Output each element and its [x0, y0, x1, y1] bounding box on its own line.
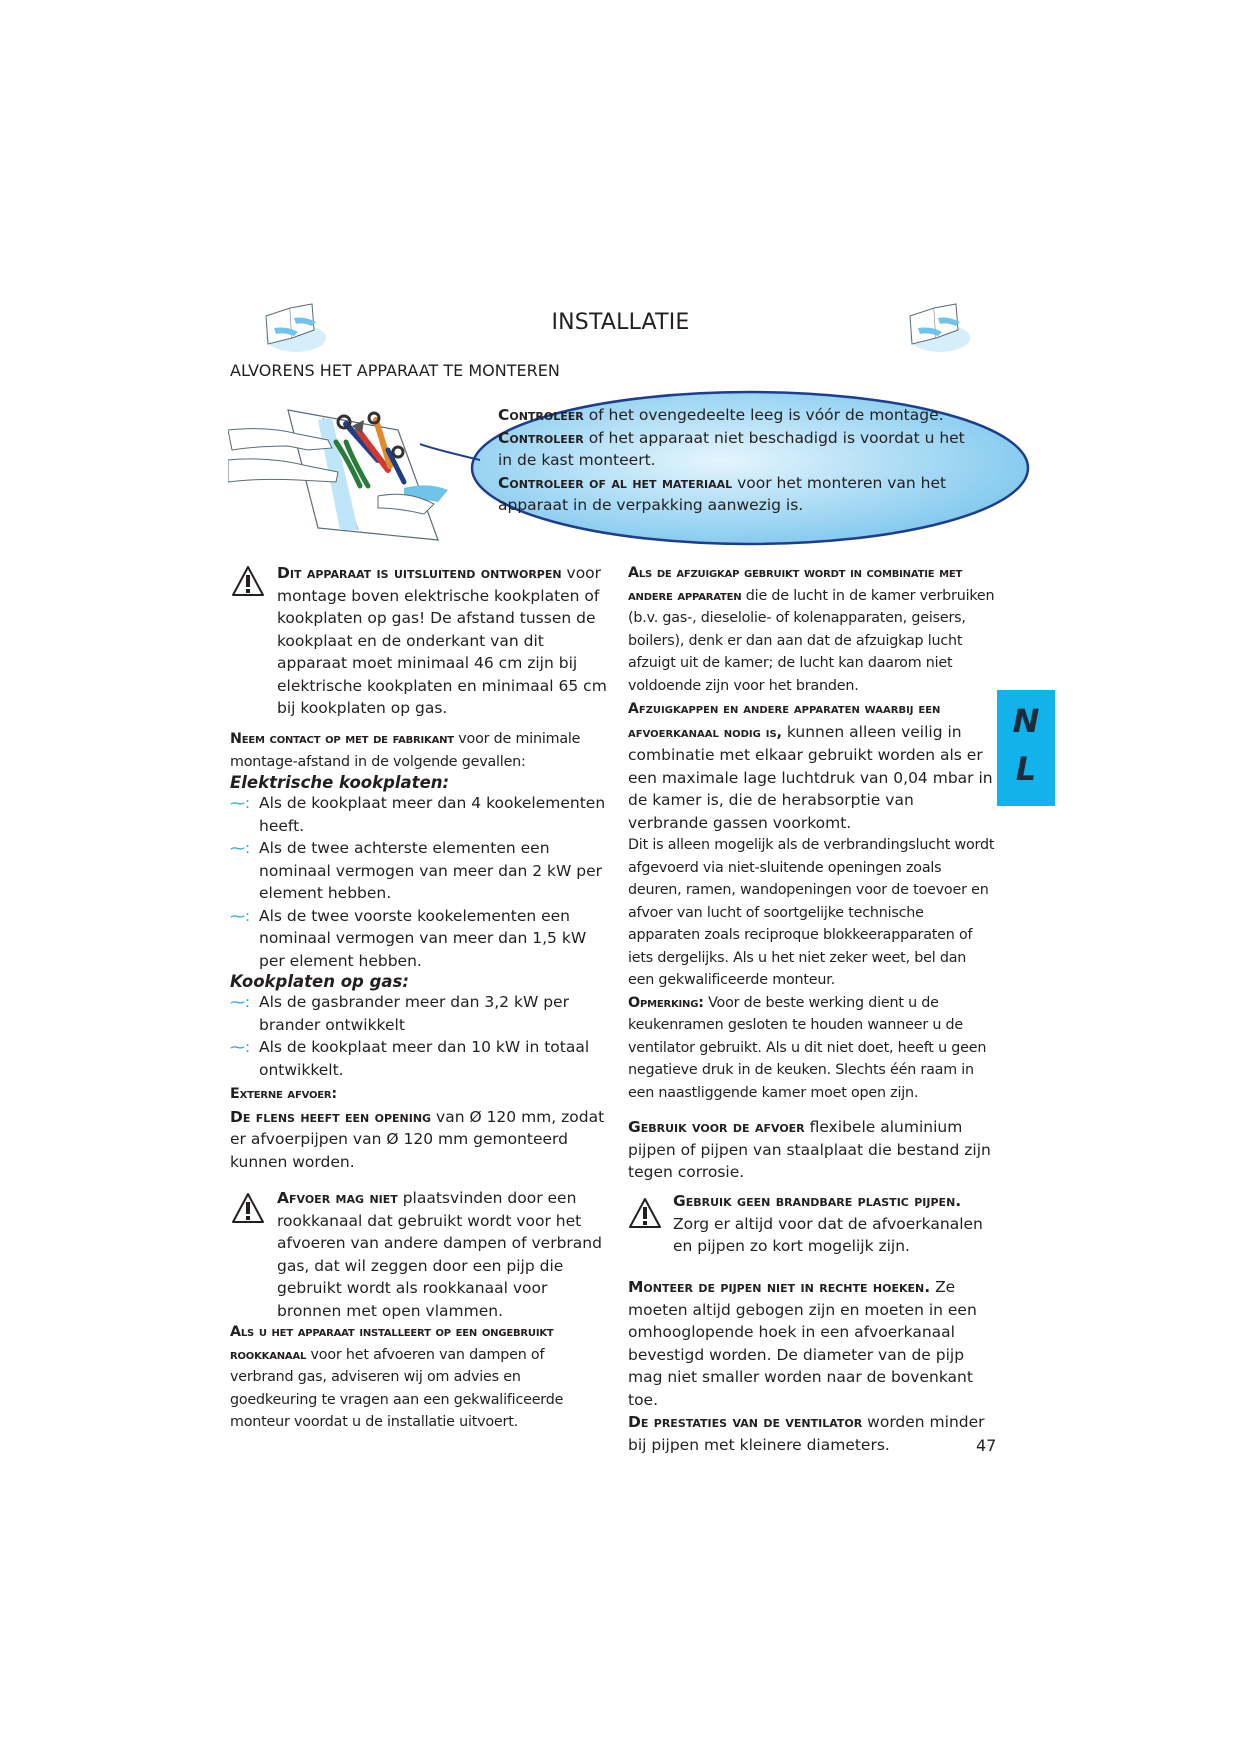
- list-item: ⁓: Als de kookplaat meer dan 4 kookelementen heeft.: [230, 792, 612, 837]
- left-column: Neem contact op met de fabrikant voor de minimale montage-afstand in de volgende gevallen: Elektrische kookplaten: ⁓: Als de kookplaat meer dan 4 kookelementen heeft. ⁓: Als de twee achterste elementen een nominaal vermogen van meer dan 2 kW per element hebben. ⁓: Als de twee voorste kookelementen een nominaal vermogen van meer dan 1,5 kW per element hebben. Kookplaten op gas: ⁓: Als de gasbrander meer dan 3,2 kW per brander ontwikkelt ⁓: Als de kookplaat meer dan 10 kW in totaal ontwikkelt. Externe afvoer: De flens heeft een opening van Ø 120 mm, zodat er afvoerpijpen van Ø 120 mm gemonteerd kunnen worden.: [230, 728, 612, 1173]
- page-number: 47: [976, 1436, 997, 1455]
- open-book-hands-icon: [898, 298, 974, 356]
- warning-text: Afvoer mag niet plaatsvinden door een rookkanaal dat gebruikt wordt voor het afvoeren van andere dampen of verbrand gas, dat wil zeggen door een pijp die gebruikt wordt als rookkanaal voor bronnen met open vlammen.: [277, 1189, 602, 1320]
- list-item: ⁓: Als de twee voorste kookelementen een nominaal vermogen van meer dan 1,5 kW per element hebben.: [230, 905, 612, 973]
- subheading: Externe afvoer:: [230, 1086, 337, 1102]
- language-tab: N L: [997, 690, 1055, 806]
- page-title: INSTALLATIE: [551, 310, 690, 335]
- warning-text: Gebruik geen brandbare plastic pijpen. Zorg er altijd voor dat de afvoerkanalen en pijpen zo kort mogelijk zijn.: [673, 1192, 983, 1255]
- bullet-icon: ⁓:: [230, 839, 251, 857]
- checklist: [498, 404, 983, 517]
- check-item: Controleer of het apparaat niet beschadigd is voordat u het in de kast monteert.: [498, 428, 965, 469]
- check-item: Controleer of al het materiaal voor het monteren van het apparaat in de verpakking aanwezig is.: [498, 473, 947, 514]
- paragraph: Monteer de pijpen niet in rechte hoeken. Ze moeten altijd gebogen zijn en moeten in een omhooglopende hoek in een afvoerkanaal bevestigd worden. De diameter van de pijp mag niet smaller worden naar de bovenkant toe. De prestaties van de ventilator worden minder bij pijpen met kleinere diameters.: [628, 1278, 985, 1454]
- warning-icon: [629, 1197, 661, 1229]
- list-item: ⁓: Als de twee achterste elementen een nominaal vermogen van meer dan 2 kW per element hebben.: [230, 837, 612, 905]
- subheading: Elektrische kookplaten:: [230, 773, 450, 792]
- paragraph: Als u het apparaat installeert op een ongebruikt rookkanaal voor het afvoeren van dampen of verbrand gas, adviseren wij om advies en goedkeuring te vragen aan een gekwalificeerde monteur voordat u de installatie uitvoert.: [230, 1324, 564, 1430]
- bullet-icon: ⁓:: [230, 794, 251, 812]
- right-column: Als de afzuigkap gebruikt wordt in combinatie met andere apparaten die de lucht in de kamer verbruiken (b.v. gas-, dieselolie- of kolenapparaten, geisers, boilers), denk er dan aan dat de afzuigkap lucht afzuigt uit de kamer; de lucht kan daarom niet voldoende zijn voor het branden. Afzuigkappen en andere apparaten waarbij een afvoerkanaal nodig is, kunnen alleen veilig in combinatie met elkaar gebruikt worden als er een maximale lage luchtdruk van 0,04 mbar in de kamer is, die de herabsorptie van verbrande gassen voorkomt. Dit is alleen mogelijk als de verbrandingslucht wordt afgevoerd via niet-sluitende openingen zoals deuren, ramen, wandopeningen voor de toevoer en afvoer van lucht of soortgelijke technische apparaten zoals reciproque blokkeerapparaten of iets dergelijks. Als u het niet zeker weet, bel dan een gekwalificeerde monteur. Opmerking: Voor de beste werking dient u de keukenramen gesloten te houden wanneer u de ventilator gebruikt. Als u dit niet doet, heeft u geen negatieve druk in de keuken. Slechts één raam in een naastliggende kamer moet open zijn. Gebruik voor de afvoer flexibele aluminium pijpen of pijpen van staalplaat die bestand zijn tegen corrosie.: [628, 565, 995, 1181]
- warning-icon: [232, 565, 264, 597]
- warning-text: Dit apparaat is uitsluitend ontworpen voor montage boven elektrische kookplaten of kookplaten op gas! De afstand tussen de kookplaat en de onderkant van dit apparaat moet minimaal 46 cm zijn bij elektrische kookplaten en minimaal 65 cm bij kookplaten op gas.: [277, 564, 607, 717]
- bullet-icon: ⁓:: [230, 1038, 251, 1056]
- list-item: ⁓: Als de gasbrander meer dan 3,2 kW per brander ontwikkelt: [230, 991, 612, 1036]
- list-item: ⁓: Als de kookplaat meer dan 10 kW in totaal ontwikkelt.: [230, 1036, 612, 1081]
- bullet-icon: ⁓:: [230, 993, 251, 1011]
- warning-icon: [232, 1192, 264, 1224]
- check-item: Controleer of het ovengedeelte leeg is vóór de montage.: [498, 406, 944, 424]
- section-heading: ALVORENS HET APPARAAT TE MONTEREN: [230, 361, 560, 380]
- subheading: Kookplaten op gas:: [230, 972, 409, 991]
- bullet-icon: ⁓:: [230, 906, 251, 925]
